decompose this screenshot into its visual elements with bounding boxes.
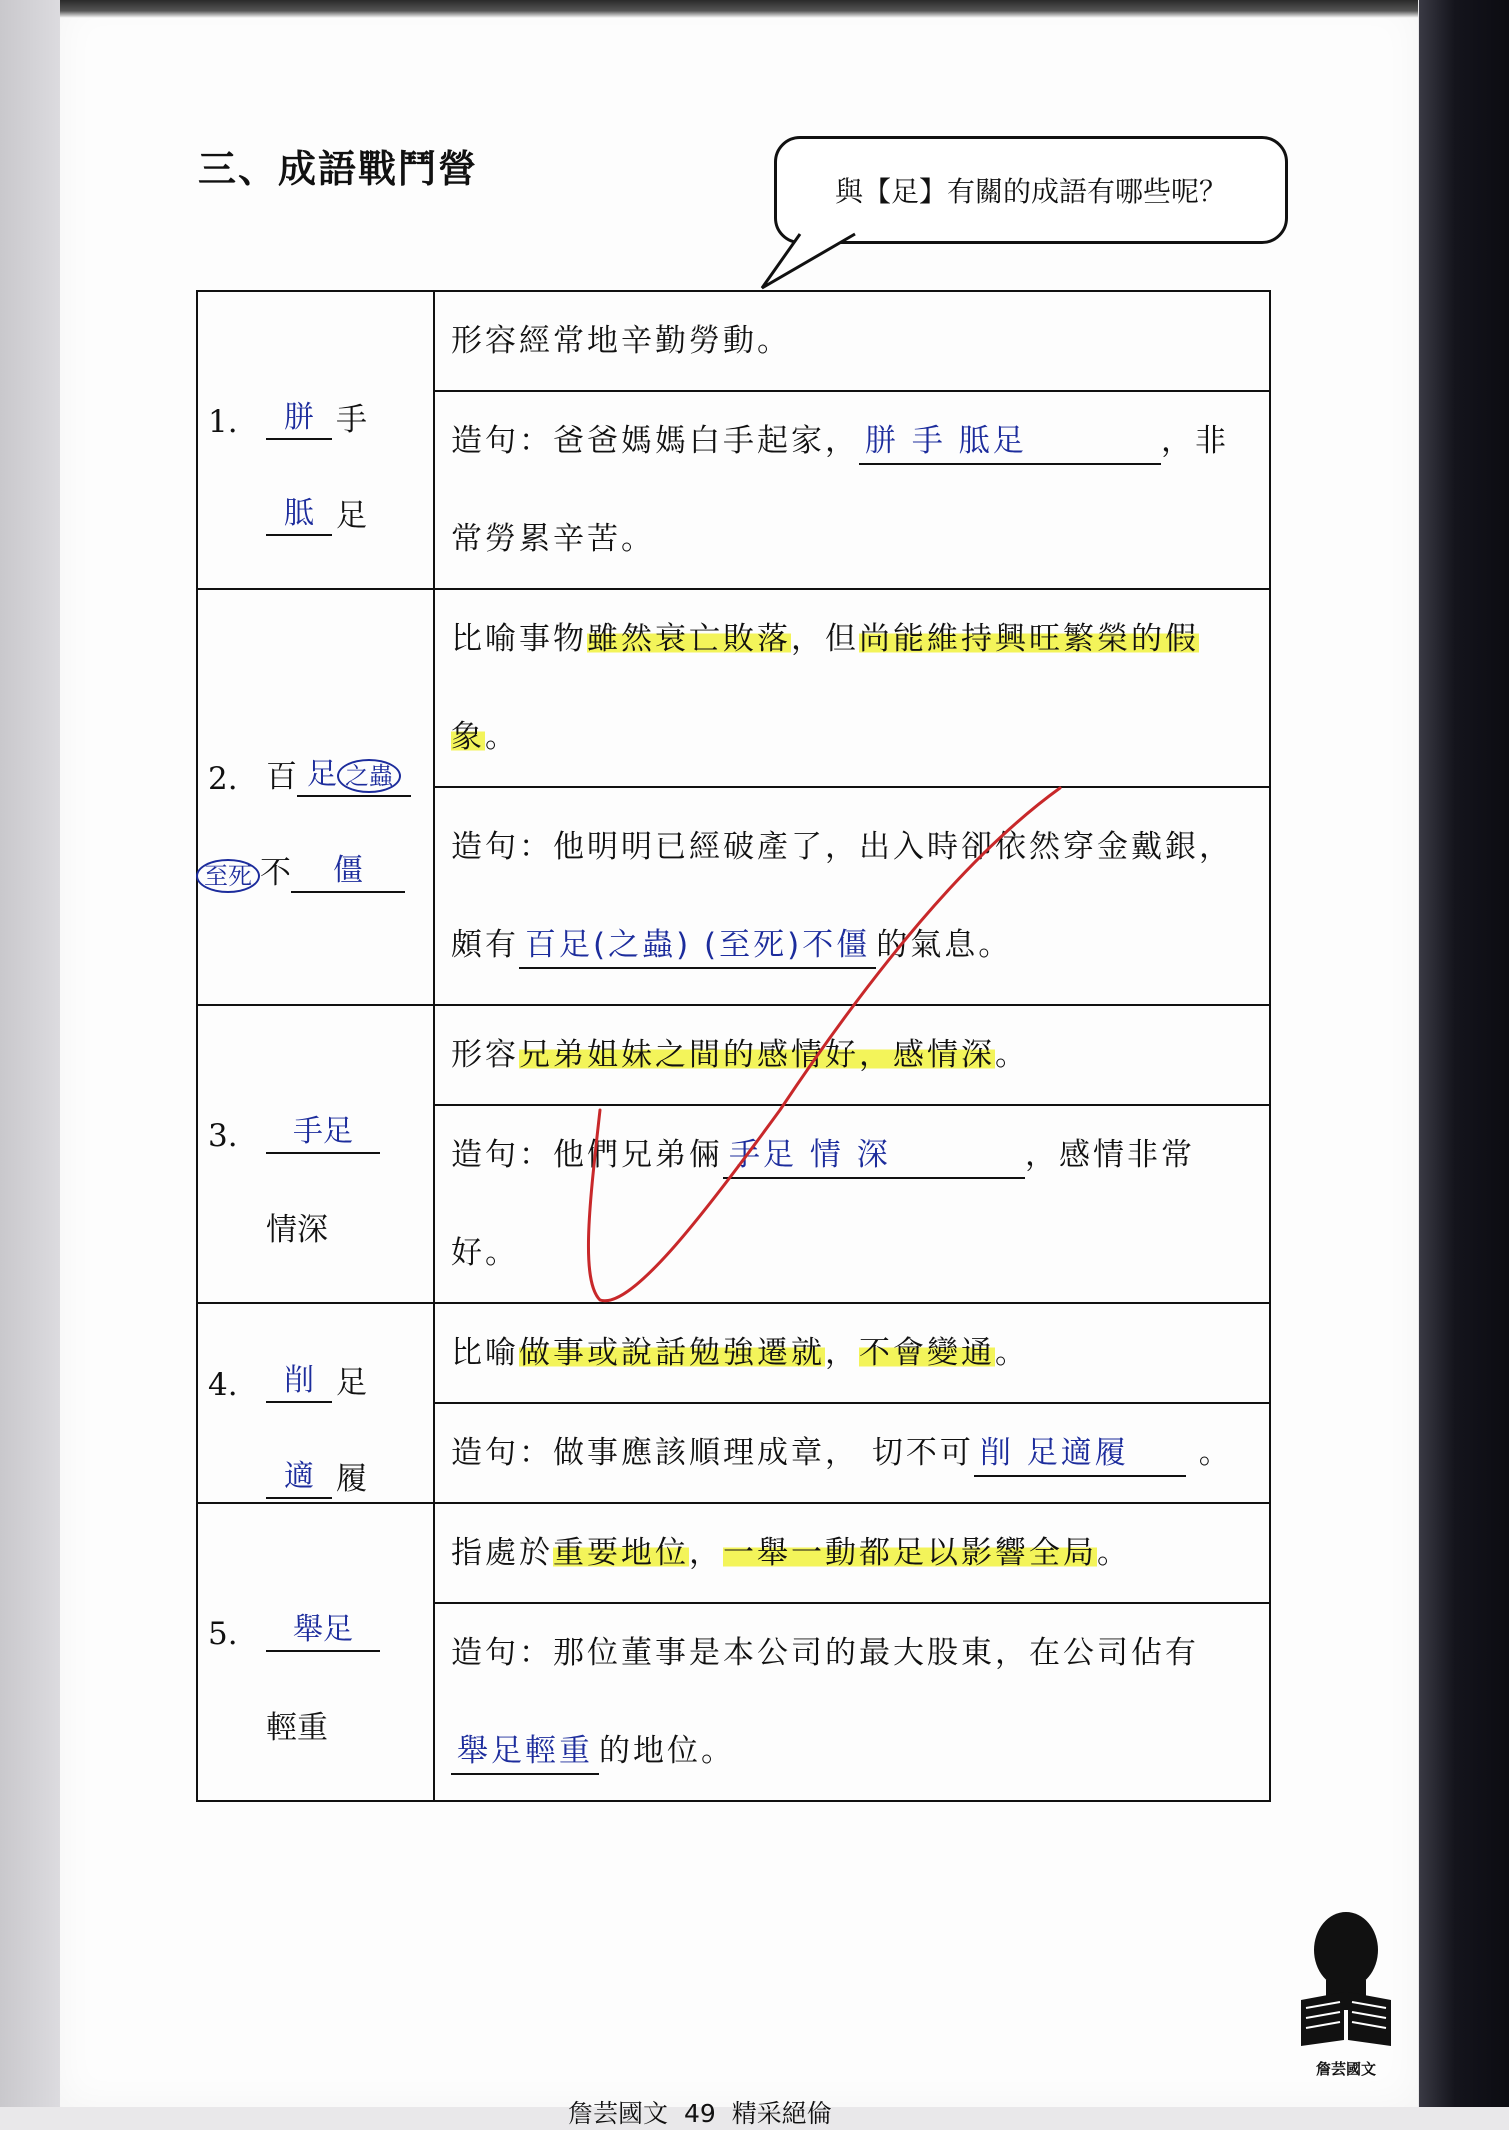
sentence-text: 造句：爸爸媽媽白手起家，	[451, 423, 859, 459]
meaning-cell	[434, 1005, 1270, 1105]
sentence-cell	[434, 1105, 1270, 1303]
book-left-edge	[0, 0, 60, 2107]
idiom-char: 手	[336, 402, 367, 438]
meaning-text: ，	[825, 1335, 859, 1371]
answer-blank: 胼	[266, 398, 332, 440]
table-row	[197, 291, 1270, 391]
book-spine	[1419, 0, 1509, 2107]
row-number: 5.	[208, 1616, 238, 1652]
idiom-char: 足	[336, 498, 367, 534]
speech-bubble	[774, 136, 1288, 244]
meaning-cell	[434, 1303, 1270, 1403]
sentence-text: 的地位。	[599, 1733, 735, 1769]
meaning-text: 。	[995, 1037, 1029, 1073]
table-row	[197, 589, 1270, 787]
answer-blank: 適	[266, 1457, 332, 1499]
sentence-cell	[434, 391, 1270, 589]
meaning-text: 。	[485, 719, 519, 755]
idiom-char: 不	[260, 855, 291, 891]
meaning-text: 比喻事物	[451, 621, 587, 657]
bubble-tail-icon	[760, 232, 870, 292]
idiom-char: 履	[336, 1461, 367, 1497]
section-title: 三、成語戰鬥營	[198, 146, 479, 191]
sentence-text: 。	[1185, 1435, 1233, 1471]
row-number: 1.	[208, 404, 238, 440]
table-row	[197, 1005, 1270, 1105]
highlighted-text: 重要地位	[553, 1535, 689, 1571]
circled-answer: 至死	[196, 859, 260, 893]
idiom-char: 足	[336, 1365, 367, 1401]
meaning-text: 。	[995, 1335, 1029, 1371]
sentence-text: 造句：那位董事是本公司的最大股東，在公司佔有	[451, 1635, 1199, 1671]
answer-blank: 僵	[291, 851, 405, 893]
idiom-char: 情深	[266, 1212, 328, 1248]
highlighted-text: 不會變通	[859, 1335, 995, 1371]
sentence-text: 造句：他明明已經破產了，出入時卻依然穿金戴銀，頗有	[451, 829, 1233, 963]
highlighted-text: 尚能維持興旺繁榮的假象	[451, 621, 1199, 755]
answer-blank	[297, 755, 411, 797]
meaning-cell	[434, 589, 1270, 787]
sentence-answer: 削 足適履	[974, 1431, 1186, 1477]
reading-girl-icon	[1296, 1900, 1396, 2050]
idiom-char: 輕重	[266, 1710, 328, 1746]
logo-label: 詹芸國文	[1315, 2060, 1376, 2078]
sentence-cell	[434, 1403, 1270, 1503]
highlighted-text: 一舉一動都足以影響全局	[723, 1535, 1097, 1571]
meaning-text: ，	[689, 1535, 723, 1571]
row-number: 2.	[208, 761, 238, 797]
idiom-cell-3	[197, 1005, 434, 1303]
footer-book-title: 詹芸國文	[568, 2099, 669, 2128]
sentence-answer: 胼 手 胝足	[859, 419, 1161, 465]
meaning-text: 形容經常地辛勤勞動。	[451, 323, 791, 359]
row-number: 4.	[208, 1367, 238, 1403]
sentence-answer: 手足 情 深	[723, 1133, 1025, 1179]
page-number: 49	[683, 2099, 716, 2128]
sentence-cell	[434, 1603, 1270, 1801]
sentence-answer: 百足(之蟲) (至死)不僵	[519, 923, 876, 969]
sentence-cell	[434, 787, 1270, 1005]
sentence-text: 的氣息。	[876, 927, 1013, 963]
idiom-cell-2	[197, 589, 434, 1005]
footer-subtitle: 精采絕倫	[731, 2099, 832, 2128]
sentence-text: 造句：做事應該順理成章， 切不可	[451, 1435, 974, 1471]
page-footer	[568, 2094, 832, 2130]
table-row	[197, 1503, 1270, 1603]
meaning-cell	[434, 1503, 1270, 1603]
answer-blank: 舉足	[266, 1610, 380, 1652]
publisher-logo	[1290, 1900, 1402, 2079]
sentence-text: ，非常勞累辛苦。	[451, 423, 1229, 557]
sentence-answer: 舉足輕重	[451, 1729, 599, 1775]
idiom-char: 百	[266, 759, 297, 795]
meaning-text: 。	[1097, 1535, 1131, 1571]
idiom-cell-1	[197, 291, 434, 589]
highlighted-text: 雖然衰亡敗落	[587, 621, 791, 657]
answer-blank: 手足	[266, 1112, 380, 1154]
answer-blank: 削	[266, 1361, 332, 1403]
idiom-cell-5	[197, 1503, 434, 1801]
highlighted-text: 做事或說話勉強遷就	[519, 1335, 825, 1371]
bubble-text: 與【足】有關的成語有哪些呢？	[834, 175, 1227, 208]
table-row	[197, 1303, 1270, 1403]
meaning-cell	[434, 291, 1270, 391]
meaning-text: 形容	[451, 1037, 519, 1073]
row-number: 3.	[208, 1118, 238, 1154]
sentence-text: ，感情非常好。	[451, 1137, 1195, 1271]
answer-char: 足	[307, 757, 337, 792]
page-top-shadow	[60, 0, 1418, 18]
meaning-text: ，但	[791, 621, 859, 657]
highlighted-text: 兄弟姐妹之間的感情好，感情深	[519, 1037, 995, 1073]
idiom-cell-4	[197, 1303, 434, 1503]
sentence-text: 造句：他們兄弟倆	[451, 1137, 723, 1173]
idiom-table	[196, 290, 1271, 1802]
meaning-text: 比喻	[451, 1335, 519, 1371]
answer-blank: 胝	[266, 494, 332, 536]
meaning-text: 指處於	[451, 1535, 553, 1571]
circled-answer: 之蟲	[337, 759, 401, 793]
